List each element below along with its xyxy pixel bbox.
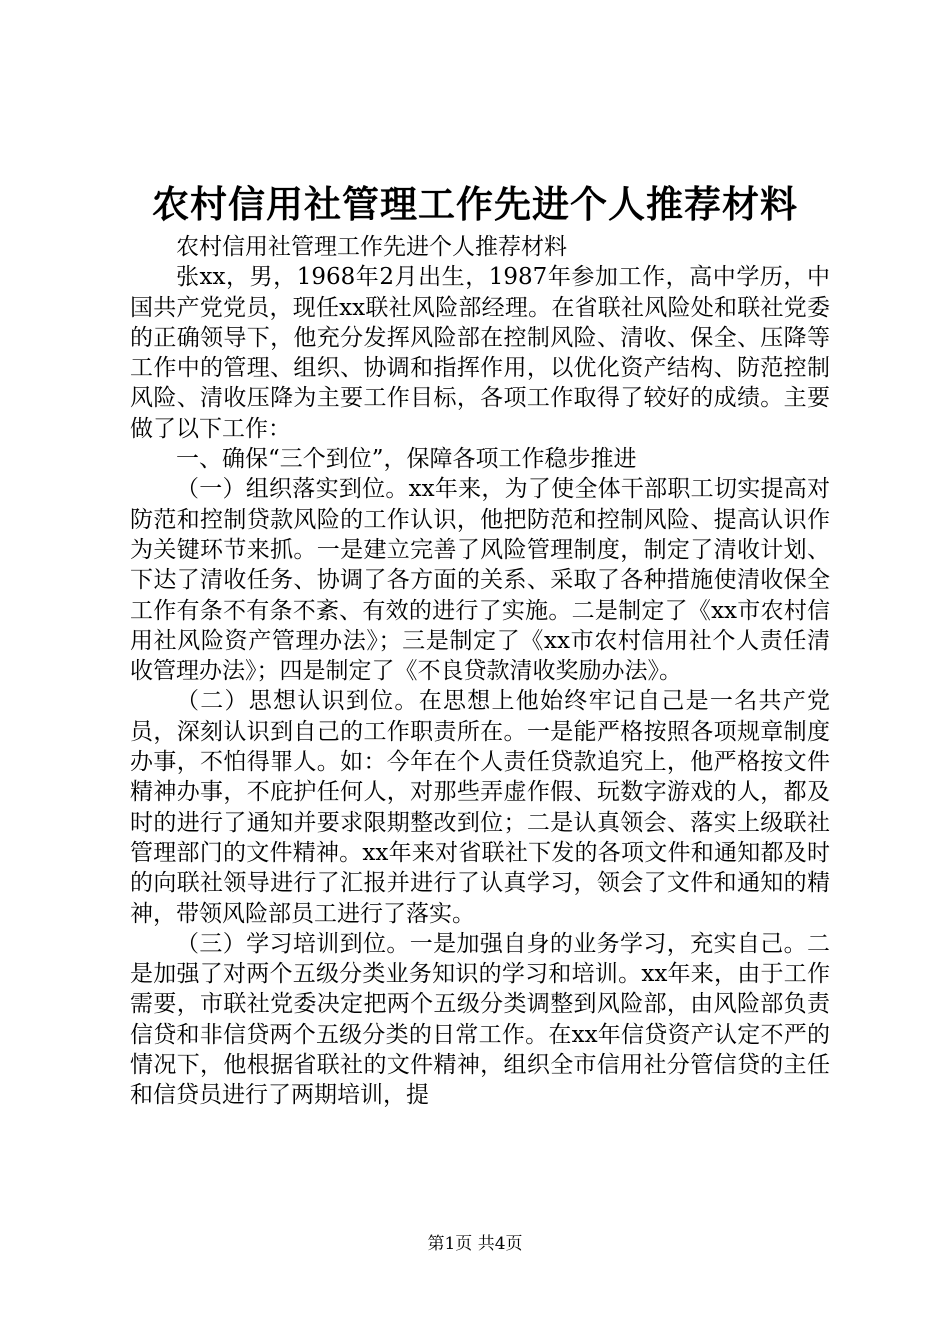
section-heading-1: 一、确保“三个到位”，保障各项工作稳步推进 [176, 446, 637, 473]
page-number-footer: 第1页 共4页 [427, 1234, 523, 1254]
document-title: 农村信用社管理工作先进个人推荐材料 [152, 182, 798, 226]
document-subtitle: 农村信用社管理工作先进个人推荐材料 [176, 234, 567, 260]
intro-paragraph: 张xx，男，1968年2月出生，1987年参加工作，高中学历，中国共产党党员，现任xx联社风险部经理。在省联社风险处和联社党委的正确领导下，他充分发挥风险部在控制风险、清收、保全、压降等工作中的管理、组织、协调和指挥作用，以优化资产结构、防范控制风险、清收压降为主要工作目标，各项工作取得了较好的成绩。主要做了以下工作： [130, 264, 830, 442]
paragraph-thinking: （二）思想认识到位。在思想上他始终牢记自己是一名共产党员，深刻认识到自己的工作职责所在。一是能严格按照各项规章制度办事，不怕得罪人。如：今年在个人责任贷款追究上，他严格按文件精神办事，不庇护任何人，对那些弄虚作假、玩数字游戏的人，都及时的进行了通知并要求限期整改到位；二是认真领会、落实上级联社管理部门的文件精神。xx年来对省联社下发的各项文件和通知都及时的向联社领导进行了汇报并进行了认真学习，领会了文件和通知的精神，带领风险部员工进行了落实。 [130, 688, 830, 927]
document-body [130, 232, 830, 1111]
paragraph-organization: （一）组织落实到位。xx年来，为了使全体干部职工切实提高对防范和控制贷款风险的工作认识，他把防范和控制风险、提高认识作为关键环节来抓。一是建立完善了风险管理制度，制定了清收计划、下达了清收任务、协调了各方面的关系、采取了各种措施使清收保全工作有条不有条不紊、有效的进行了实施。二是制定了《xx市农村信用社风险资产管理办法》；三是制定了《xx市农村信用社个人责任清收管理办法》；四是制定了《不良贷款清收奖励办法》。 [130, 476, 830, 685]
paragraph-training: （三）学习培训到位。一是加强自身的业务学习，充实自己。二是加强了对两个五级分类业务知识的学习和培训。xx年来，由于工作需要，市联社党委决定把两个五级分类调整到风险部，由风险部负责信贷和非信贷两个五级分类的日常工作。在xx年信贷资产认定不严的情况下，他根据省联社的文件精神，组织全市信用社分管信贷的主任和信贷员进行了两期培训，提 [130, 930, 830, 1109]
